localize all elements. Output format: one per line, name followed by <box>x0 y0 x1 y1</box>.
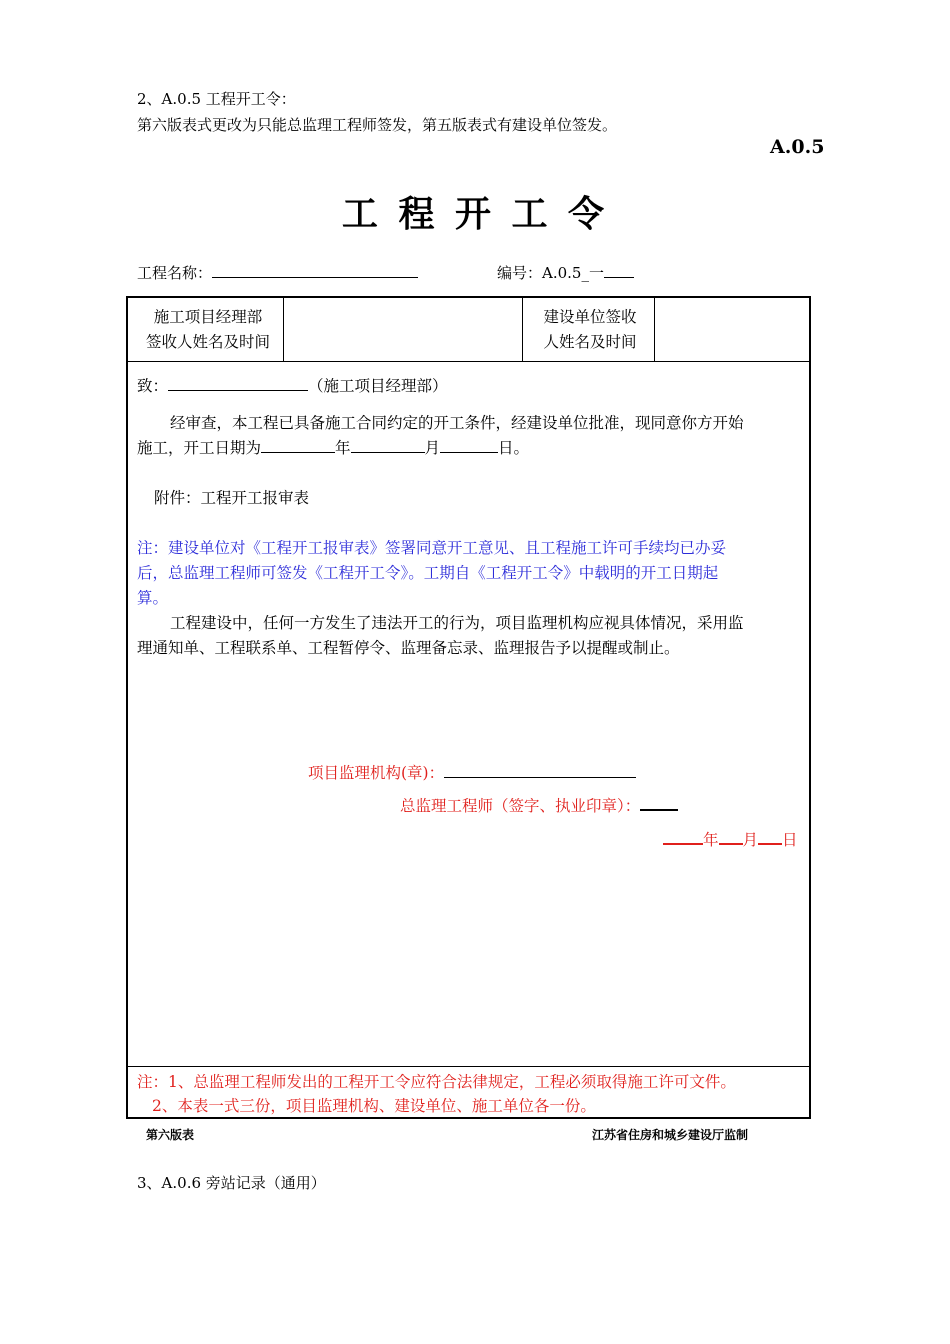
owner-signoff-label-line1: 建设单位签收 <box>543 308 637 326</box>
addressee-line <box>137 374 448 399</box>
chief-engineer-line <box>400 794 678 819</box>
form-code: A.0.5 <box>770 136 825 158</box>
addressee-label: 致： <box>137 377 169 395</box>
addressee-suffix: （施工项目经理部） <box>308 377 448 395</box>
agency-seal-line <box>308 761 636 786</box>
approval-paragraph-line2 <box>137 436 529 461</box>
start-day-blank[interactable] <box>440 438 498 453</box>
blue-note-line3: 算。 <box>137 589 169 607</box>
project-name-blank[interactable] <box>212 263 418 278</box>
year-label: 年 <box>335 439 351 457</box>
agency-seal-label: 项目监理机构(章)： <box>308 764 445 782</box>
contractor-signoff-label <box>138 305 278 355</box>
attachment-line: 附件：工程开工报审表 <box>154 489 310 507</box>
blue-note-line1: 注：建设单位对《工程开工报审表》签署同意开工意见、且工程施工许可手续均已办妥 <box>137 539 727 557</box>
form-title: 工 程 开 工 令 <box>341 194 609 235</box>
sign-day-label: 日 <box>782 831 798 849</box>
owner-signoff-label-line2: 人姓名及时间 <box>543 333 637 351</box>
approval-paragraph-line1: 经审查，本工程已具备施工合同约定的开工条件，经建设单位批准，现同意你方开始 <box>170 414 744 432</box>
violation-paragraph-line1: 工程建设中，任何一方发生了违法开工的行为，项目监理机构应视具体情况，采用监 <box>170 614 744 632</box>
footer-note-line2: 2、本表一式三份，项目监理机构、建设单位、施工单位各一份。 <box>152 1097 596 1115</box>
sign-month-blank[interactable] <box>719 829 743 845</box>
project-name-label: 工程名称： <box>137 264 213 282</box>
agency-seal-blank[interactable] <box>444 763 636 778</box>
sign-date-line <box>663 828 798 853</box>
violation-paragraph-line2: 理通知单、工程联系单、工程暂停令、监理备忘录、监理报告予以提醒或制止。 <box>137 639 680 657</box>
owner-signoff-label <box>528 305 652 355</box>
revision-note: 第六版表式更改为只能总监理工程师签发，第五版表式有建设单位签发。 <box>137 116 618 134</box>
contractor-signoff-label-line1: 施工项目经理部 <box>153 308 263 326</box>
form-number-blank[interactable] <box>604 263 634 278</box>
chief-engineer-label: 总监理工程师（签字、执业印章）： <box>400 797 641 815</box>
next-section-heading: 3、A.0.6 旁站记录（通用） <box>137 1174 326 1192</box>
sign-day-blank[interactable] <box>758 829 782 845</box>
section-heading: 2、A.0.5 工程开工令： <box>137 90 296 108</box>
header-divider <box>522 298 523 362</box>
month-label: 月 <box>424 439 441 457</box>
start-date-label: 施工，开工日期为 <box>137 439 262 457</box>
contractor-signoff-label-line2: 签收人姓名及时间 <box>145 333 270 351</box>
day-label: 日。 <box>498 439 530 457</box>
chief-engineer-blank[interactable] <box>640 795 678 811</box>
blue-note-line2: 后，总监理工程师可签发《工程开工令》。工期自《工程开工令》中载明的开工日期起 <box>137 564 719 582</box>
edition-label: 第六版表 <box>146 1128 195 1142</box>
form-number-label: 编号：A.0.5_一 <box>497 264 604 282</box>
start-month-blank[interactable] <box>351 438 425 453</box>
header-bottom-rule <box>128 361 809 362</box>
project-name-field <box>137 262 418 283</box>
issuer-label: 江苏省住房和城乡建设厅监制 <box>592 1128 749 1142</box>
form-number-field <box>497 262 634 283</box>
sign-month-label: 月 <box>742 831 759 849</box>
footer-note-line1: 注：1、总监理工程师发出的工程开工令应符合法律规定，工程必须取得施工许可文件。 <box>137 1073 736 1091</box>
form-table <box>126 296 811 1119</box>
addressee-blank[interactable] <box>168 376 308 391</box>
footer-top-rule <box>128 1066 809 1067</box>
sign-year-blank[interactable] <box>663 829 703 845</box>
header-divider <box>654 298 655 362</box>
start-year-blank[interactable] <box>261 438 335 453</box>
owner-signoff-value[interactable] <box>656 300 806 358</box>
sign-year-label: 年 <box>703 831 719 849</box>
header-divider <box>283 298 284 362</box>
contractor-signoff-value[interactable] <box>285 300 521 358</box>
